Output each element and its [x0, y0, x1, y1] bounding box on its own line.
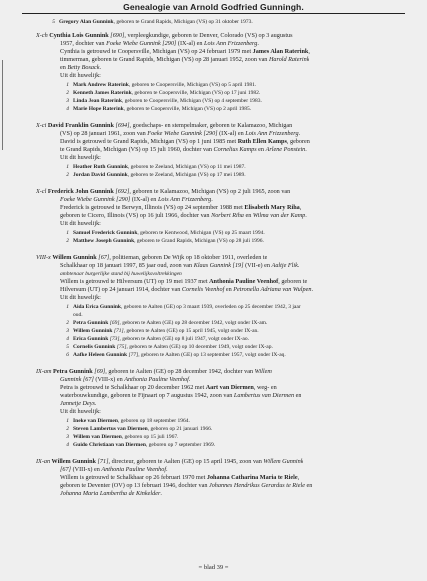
text-line	[60, 171, 246, 179]
person-name: Cornelis Gunnink	[73, 344, 116, 350]
person-name: Gregory Alan Gunnink	[59, 19, 114, 25]
text-span: [69]	[109, 320, 120, 326]
text-line	[60, 482, 312, 490]
child-number: 4	[66, 106, 69, 112]
text-span: [67]	[60, 466, 72, 473]
text-span: Foeke Wiebe Gunnink [290]	[106, 40, 177, 47]
child-number: 2	[66, 238, 69, 244]
person-name: Cynthia Lois Gunnink	[47, 32, 109, 39]
text-span: Uit dit huwelijk:	[60, 154, 101, 161]
text-span: , geboren	[286, 138, 310, 145]
text-span: en	[256, 146, 266, 153]
text-span: Willem	[254, 368, 272, 375]
child-number: 6	[66, 352, 69, 358]
child-number: 2	[66, 172, 69, 178]
text-line	[60, 146, 307, 154]
text-line	[60, 343, 273, 351]
text-line	[60, 72, 101, 80]
text-span: geboren te Deventer (OV) op 13 februari 1946, dochter van	[60, 482, 209, 489]
person-name: Aida Erica Gunnink	[73, 304, 121, 310]
text-line	[60, 163, 246, 171]
text-span: en	[304, 482, 313, 489]
text-span: Norbert Riha	[211, 212, 244, 219]
text-line	[60, 220, 101, 228]
text-span: .	[305, 212, 307, 219]
text-line	[60, 270, 182, 278]
text-span: , politieman, geboren De Wijk op 18 oktober 1911, overleden te	[109, 254, 268, 261]
text-span: , geboren te	[278, 278, 308, 285]
text-span: (VIII-x) en	[93, 376, 125, 383]
person-name: Linda Jean Raterink	[73, 98, 122, 104]
text-span: .	[298, 130, 301, 137]
person-name: Guido Christiaan van Diermen	[73, 442, 146, 448]
text-span: Lois Ann Frizzenberg	[157, 196, 212, 203]
text-span: [73]	[109, 336, 120, 342]
text-line	[36, 188, 290, 196]
text-line	[36, 458, 303, 466]
page-header: Genealogie van Arnold Godfried Gunningh.	[123, 2, 304, 12]
text-span: , weg- en	[253, 384, 277, 391]
child-number: 4	[66, 336, 69, 342]
text-span: Harold Raterink	[268, 56, 310, 63]
text-line	[60, 196, 213, 204]
text-span: ambtenaar burgerlijke stand bij huwelijksvoltrekkingen	[60, 271, 182, 277]
text-span: Uit dit huwelijk:	[60, 220, 101, 227]
person-name: Ineke van Diermen	[73, 418, 118, 424]
text-span: 1957, dochter van	[60, 40, 107, 47]
text-span: , geboren op 15 juli 1967.	[121, 434, 179, 440]
text-span: geboren te Cicero, Illinois (VS) op 16 juli 1966, dochter van	[60, 212, 212, 219]
text-span: Foeke Wiebe Gunnink [290]	[60, 196, 131, 203]
person-name: Willem Gunnink	[52, 254, 97, 261]
text-span: Frederick is getrouwd te Berwyn, Illinois (VS) op 24 september 1988 met	[60, 204, 245, 211]
person-name: Samuel Frederick Gunnink	[73, 230, 138, 236]
text-span: , geboren te Aalten (GE) op 28 december 1942, dochter van	[105, 368, 255, 375]
text-line	[60, 278, 307, 286]
text-line	[60, 490, 162, 498]
text-line	[60, 262, 299, 270]
text-line	[60, 138, 310, 146]
text-span: oud.	[73, 312, 83, 318]
text-span: .	[211, 196, 213, 203]
text-span: , geboren te Coopersville, Michigan (VS) op 4 september 1983.	[121, 98, 262, 104]
person-name: Elisabeth Mary Riha	[244, 204, 300, 211]
text-line	[60, 417, 190, 425]
text-span: timmerman, geboren te Grand Rapids, Michigan (VS) op 28 januari 1952, zoon van	[60, 56, 269, 63]
text-span: , geboren te Grand Rapids, Michigan (VS) op 28 juli 1996.	[134, 238, 264, 244]
text-span: Petronella Adriana van Wulpen	[233, 286, 312, 293]
text-span: .	[94, 400, 97, 407]
text-span: X-ci	[36, 122, 47, 129]
text-line	[46, 18, 253, 26]
text-span: .	[166, 466, 168, 473]
text-span: .	[305, 146, 307, 153]
text-span: David is getrouwd te Grand Rapids, Michigan (VS) op 1 juni 1985 met	[60, 138, 238, 145]
text-line	[60, 81, 256, 89]
person-name: Petra Gunnink	[73, 320, 109, 326]
text-span: , geboren te Zeeland, Michigan (VS) op 17 mei 1989.	[127, 172, 246, 178]
text-line	[60, 376, 190, 384]
text-span: Hilversum (UT) op 24 januari 1914, dochter van	[60, 286, 182, 293]
text-span: , geboren te Kalamazoo, Michigan (VS) op 2 juli 1965, zoon van	[129, 188, 291, 195]
text-span: (VS) op 28 januari 1961, zoon van	[60, 130, 148, 137]
text-span: (IX-al) en	[217, 130, 246, 137]
text-line	[60, 204, 301, 212]
text-span: Johanna Maria Lambertha de Kinkelder	[60, 490, 161, 497]
text-span: , geboren te Aalten (GE) op 13 september 1957, volgt onder IX-aq.	[138, 352, 286, 358]
text-span: (VIII-x) en	[71, 466, 102, 473]
child-number: 1	[66, 230, 69, 236]
text-span: , geboren te Coopersville, Michigan (VS) op 5 april 1981.	[128, 82, 257, 88]
person-name: Aafke Heleen Gunnink	[73, 352, 128, 358]
text-line	[60, 466, 168, 474]
person-name: Ruth Ellen Kamps	[237, 138, 287, 145]
text-span: ,	[297, 474, 300, 481]
text-span: X-cl	[36, 188, 47, 195]
text-span: en	[60, 64, 68, 71]
text-span: ,	[299, 204, 302, 211]
text-span: [77]	[128, 352, 139, 358]
text-span: Betty Bosack	[67, 64, 100, 71]
text-span: , geboren te Aalten (GE) op 15 april 1945, volgt onder IX-an.	[123, 328, 259, 334]
text-span: , directeur, geboren te Aalten (GE) op 15 april 1945, zoon van	[108, 458, 264, 465]
child-number: 5	[52, 19, 55, 25]
text-line	[60, 56, 309, 64]
text-span: , geboren te Coopersville, Michigan (VS) op 2 april 1985.	[123, 106, 252, 112]
text-span: Petra is getrouwd te Schalkhaar op 20 december 1962 met	[60, 384, 206, 391]
text-span: , geboren te Aalten (GE) op 3 maart 1939, overleden op 25 december 1942, 3 jaar	[121, 304, 301, 310]
text-span: .	[297, 262, 300, 269]
text-line	[60, 130, 300, 138]
text-span: Willem Gunnink	[263, 458, 304, 465]
text-line	[36, 254, 267, 262]
text-line	[60, 319, 267, 327]
text-span: Uit dit huwelijk:	[60, 294, 101, 301]
text-span: IX-an	[36, 458, 51, 465]
child-number: 2	[66, 426, 69, 432]
person-name: Erica Gunnink	[73, 336, 109, 342]
text-line	[60, 303, 301, 311]
text-span: , geboren te Zeeland, Michigan (VS) op 11 mei 1987.	[127, 164, 246, 170]
text-span: .	[160, 490, 162, 497]
text-span: , verpleegkundige, geboren te Denver, Colorado (VS) op 3 augustus	[124, 32, 293, 39]
child-number: 1	[66, 82, 69, 88]
person-name: Aart van Diermen	[205, 384, 254, 391]
text-line	[60, 400, 96, 408]
text-span: [692]	[115, 188, 130, 195]
text-span: .	[257, 40, 259, 47]
text-line	[36, 368, 272, 376]
child-number: 5	[66, 344, 69, 350]
person-name: Mark Andrew Raterink	[73, 82, 129, 88]
person-name: David Franklin Gunnink	[46, 122, 114, 129]
text-span: Lambertus van Diermen	[233, 392, 295, 399]
text-span: IX-am	[36, 368, 52, 375]
text-span: [71]	[97, 458, 109, 465]
text-span: te Grand Rapids, Michigan (VS) op 15 juli 1960, dochter van	[60, 146, 214, 153]
child-number: 3	[66, 98, 69, 104]
text-line	[60, 425, 212, 433]
text-span: Uit dit huwelijk:	[60, 72, 101, 79]
text-span: , geboren te Grand Rapids, Michigan (VS) op 31 oktober 1973.	[113, 19, 253, 25]
person-name: Petra Gunnink	[53, 368, 93, 375]
text-span: , geboren te Coopersville, Michigan (VS) op 17 juni 1982.	[131, 90, 261, 96]
text-span: en	[224, 286, 234, 293]
text-span: .	[188, 376, 191, 383]
person-name: Willem van Diermen	[73, 434, 122, 440]
text-span: waterbouwkundige, geboren te Fijnaart op 7 augustus 1942, zoon van	[60, 392, 234, 399]
text-line	[60, 48, 310, 56]
child-number: 2	[66, 320, 69, 326]
person-name: Willem Gunnink	[50, 458, 96, 465]
text-span: Lois Ann Frizzenberg	[245, 130, 299, 137]
text-span: Cornelius Kamps	[213, 146, 257, 153]
text-span: Anthonia Pauline Veenhof	[124, 376, 189, 383]
person-name: Willem Gunnink	[73, 328, 113, 334]
text-line	[36, 32, 293, 40]
child-number: 3	[66, 434, 69, 440]
text-span: [694]	[115, 122, 130, 129]
text-span: [69]	[94, 368, 106, 375]
text-span: Foeke Wiebe Gunnink [290]	[147, 130, 218, 137]
text-span: X-ch	[36, 32, 48, 39]
text-span: [75]	[116, 344, 127, 350]
person-name: Steven Lambertus van Diermen	[73, 426, 148, 432]
text-span: Wilma van der Kamp	[252, 212, 306, 219]
text-span: , geboren op 21 januari 1966.	[147, 426, 213, 432]
text-line	[60, 474, 299, 482]
text-line	[60, 64, 101, 72]
text-span: .	[311, 286, 313, 293]
person-name: Frederick John Gunnink	[46, 188, 114, 195]
text-span: , geboren te Kentwood, Michigan (VS) op 25 maart 1994.	[137, 230, 265, 236]
text-span: Cynthia is getrouwd te Coopersville, Michigan (VS) op 24 februari 1979 met	[60, 48, 253, 55]
text-span: Uit dit huwelijk:	[60, 408, 101, 415]
text-line	[73, 311, 83, 319]
text-span: Gunnink [67]	[60, 376, 94, 383]
text-span: en	[243, 212, 253, 219]
person-name: Marie Hope Raterink	[73, 106, 124, 112]
text-line	[60, 212, 307, 220]
child-number: 1	[66, 304, 69, 310]
text-line	[60, 384, 277, 392]
person-name: Anthonia Pauline Veenhof	[209, 278, 279, 285]
text-line	[60, 97, 262, 105]
text-span: .	[99, 64, 102, 71]
text-line	[60, 40, 259, 48]
text-line	[60, 441, 215, 449]
text-line	[60, 89, 260, 97]
text-line	[60, 237, 264, 245]
text-span: [67]	[98, 254, 110, 261]
text-span: , geboren te Aalten (GE) op 10 december 1949, volgt onder IX-ap.	[126, 344, 273, 350]
text-span: , goedschaps- en stempelmaker, geboren te Kalamazoo, Michigan	[129, 122, 293, 129]
text-line	[60, 286, 313, 294]
text-span: , geboren op 18 september 1964.	[117, 418, 190, 424]
text-span: , geboren te Aalten (GE) op 28 december 1942, volgt onder IX-am.	[119, 320, 268, 326]
scan-margin-mark	[2, 60, 3, 150]
person-name: James Alan Raterink	[252, 48, 309, 55]
text-span: Jannetje Deys	[60, 400, 95, 407]
text-span: Schalkhaar op 18 januari 1997, 85 jaar oud, zoon van	[60, 262, 194, 269]
text-span: Arlene Ponstein	[265, 146, 306, 153]
child-number: 1	[66, 164, 69, 170]
text-span: [690]	[110, 32, 125, 39]
child-number: 1	[66, 418, 69, 424]
header-rule	[22, 13, 405, 14]
person-name: Matthew Joseph Gunnink	[73, 238, 135, 244]
text-span: Willem is getrouwd te Hilversum (UT) op 19 mei 1937 met	[60, 278, 210, 285]
text-line	[60, 327, 259, 335]
text-span: ,	[308, 48, 310, 55]
text-span: [71]	[113, 328, 124, 334]
text-line	[60, 433, 178, 441]
text-span: Lois Ann Frizzenberg	[204, 40, 258, 47]
text-span: Anthonia Pauline Veenhof	[101, 466, 167, 473]
text-span: Klaas Gunnink [19]	[193, 262, 244, 269]
text-span: Cornelis Veenhof	[181, 286, 225, 293]
text-line	[60, 154, 101, 162]
text-span: Willem is getrouwd te Schalkhaar op 26 februari 1970 met	[60, 474, 207, 481]
child-number: 4	[66, 442, 69, 448]
text-span: (IX-al) en	[130, 196, 158, 203]
text-line	[60, 335, 249, 343]
person-name: Kenneth James Raterink	[73, 90, 132, 96]
text-line	[60, 351, 286, 359]
text-line	[60, 294, 101, 302]
text-span: VIII-x	[36, 254, 51, 261]
text-line	[60, 105, 251, 113]
text-span: (IX-al) en	[176, 40, 205, 47]
child-number: 3	[66, 328, 69, 334]
text-line	[60, 408, 101, 416]
text-span: (VII-e) en	[243, 262, 272, 269]
text-line	[60, 229, 265, 237]
text-span: Aaltje Flik	[271, 262, 298, 269]
person-name: Heather Ruth Gunnink	[73, 164, 128, 170]
text-span: , geboren te Aalten (GE) op 8 juli 1947, volgt onder IX-ao.	[119, 336, 249, 342]
child-number: 2	[66, 90, 69, 96]
text-line	[36, 122, 292, 130]
text-span: , geboren op 7 september 1969.	[145, 442, 216, 448]
text-span: en	[294, 392, 302, 399]
text-span: Johannes Hendrikus Gerardus te Riele	[208, 482, 305, 489]
person-name: Johanna Catharina Maria te Riele	[206, 474, 298, 481]
page-footer: = blad 39 =	[198, 564, 229, 571]
text-line	[60, 392, 301, 400]
person-name: Jordan David Gunnink	[73, 172, 128, 178]
